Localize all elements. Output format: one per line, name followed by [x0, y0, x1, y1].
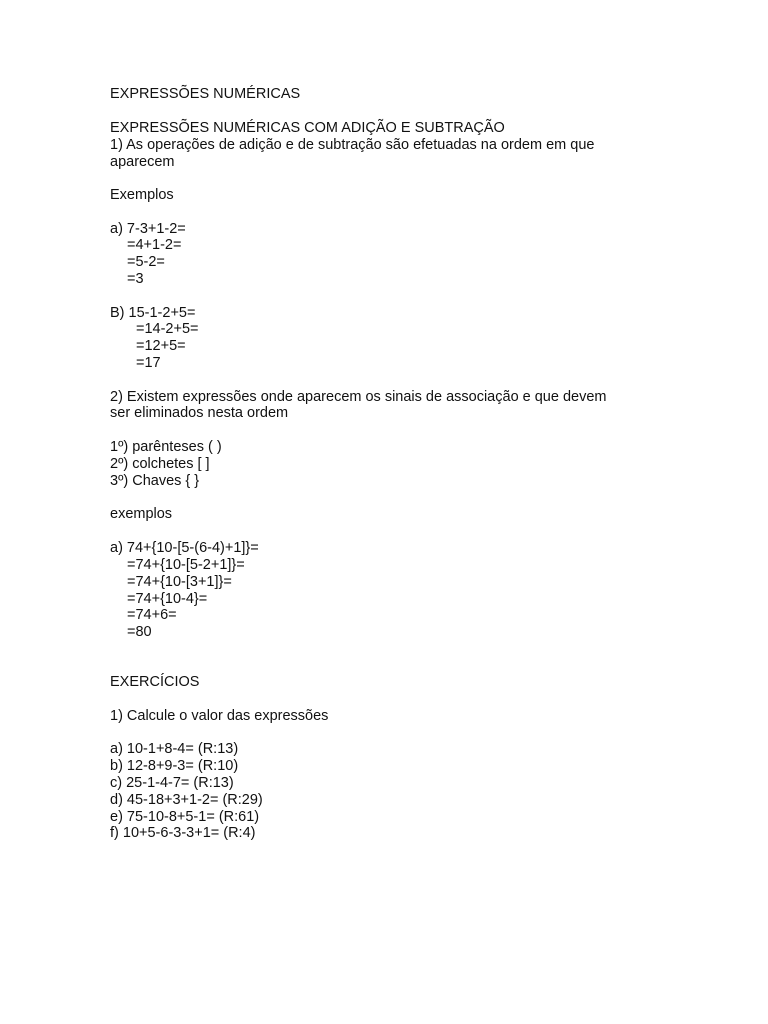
paragraph-line: 1) As operações de adição e de subtração são efetuadas na ordem em que — [110, 137, 595, 153]
exercise-item: f) 10+5-6-3-3+1= (R:4) — [110, 825, 256, 841]
expression-line: a) 74+{10-[5-(6-4)+1]}= — [110, 540, 259, 556]
label-exemplos: Exemplos — [110, 187, 174, 203]
expression-line: a) 7-3+1-2= — [110, 221, 186, 237]
list-item: 1º) parênteses ( ) — [110, 439, 222, 455]
section-heading: EXPRESSÕES NUMÉRICAS COM ADIÇÃO E SUBTRAÇÃO — [110, 120, 505, 136]
exercise-item: d) 45-18+3+1-2= (R:29) — [110, 792, 263, 808]
expression-step: =74+{10-[3+1]}= — [127, 574, 232, 590]
exercise-item: b) 12-8+9-3= (R:10) — [110, 758, 239, 774]
expression-step: =3 — [127, 271, 144, 287]
expression-step: =5-2= — [127, 254, 165, 270]
expression-step: =4+1-2= — [127, 237, 182, 253]
exercise-item: a) 10-1+8-4= (R:13) — [110, 741, 239, 757]
list-item: 3º) Chaves { } — [110, 473, 200, 489]
expression-line: B) 15-1-2+5= — [110, 305, 196, 321]
expression-step: =14-2+5= — [136, 321, 199, 337]
expression-step: =74+{10-[5-2+1]}= — [127, 557, 245, 573]
expression-step: =17 — [136, 355, 161, 371]
label-exemplos: exemplos — [110, 506, 173, 522]
exercise-instruction: 1) Calcule o valor das expressões — [110, 708, 329, 724]
exercise-item: c) 25-1-4-7= (R:13) — [110, 775, 234, 791]
expression-step: =74+6= — [127, 607, 177, 623]
exercise-item: e) 75-10-8+5-1= (R:61) — [110, 809, 260, 825]
paragraph-line: aparecem — [110, 154, 175, 170]
expression-step: =80 — [127, 624, 152, 640]
list-item: 2º) colchetes [ ] — [110, 456, 210, 472]
paragraph-line: 2) Existem expressões onde aparecem os sinais de associação e que devem — [110, 389, 607, 405]
section-heading-exercicios: EXERCÍCIOS — [110, 674, 200, 690]
expression-step: =74+{10-4}= — [127, 591, 208, 607]
paragraph-line: ser eliminados nesta ordem — [110, 405, 289, 421]
doc-title: EXPRESSÕES NUMÉRICAS — [110, 86, 301, 102]
expression-step: =12+5= — [136, 338, 186, 354]
